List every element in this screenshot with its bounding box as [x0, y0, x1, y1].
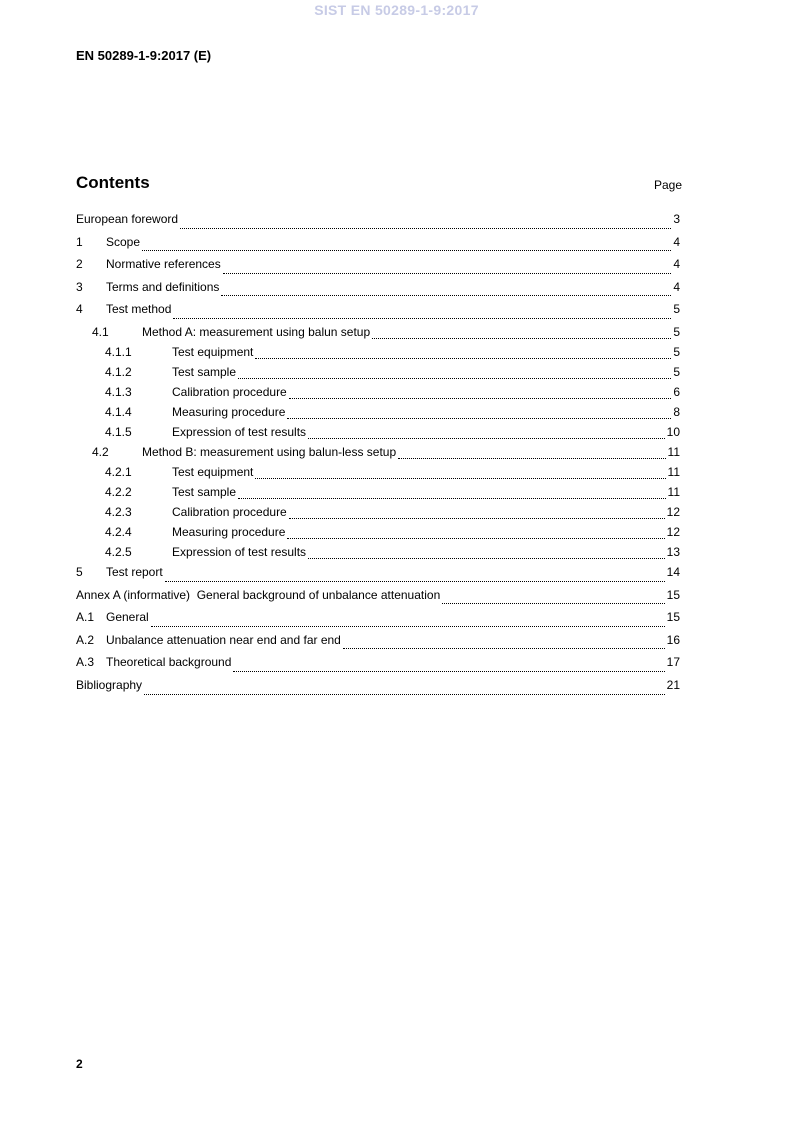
toc-leader-dots [173, 317, 671, 319]
toc-entry[interactable] [76, 633, 680, 656]
toc-entry[interactable] [76, 465, 680, 485]
toc-entry-number: 3 [76, 279, 83, 294]
page-number: 2 [76, 1057, 83, 1071]
toc-leader-dots [308, 557, 665, 559]
toc-entry[interactable] [76, 385, 680, 405]
contents-title: Contents [76, 173, 150, 192]
toc-entry-title: Bibliography [76, 677, 143, 692]
toc-entry-number: 4.2.2 [105, 484, 132, 499]
toc-entry-page: 4 [673, 257, 680, 272]
toc-entry[interactable] [76, 235, 680, 258]
toc-entry-title: European foreword [76, 212, 179, 226]
toc-entry-title: Measuring procedure [172, 404, 286, 419]
toc-entry-title: Method A: measurement using balun setup [142, 324, 371, 339]
toc-leader-dots [180, 227, 671, 229]
toc-entry-annex[interactable] [76, 588, 680, 611]
toc-entry-page: 17 [666, 655, 680, 670]
toc-entry[interactable] [76, 545, 680, 565]
toc-entry-number: 2 [76, 257, 83, 272]
toc-leader-dots [287, 417, 671, 419]
toc-entry-page: 5 [673, 344, 680, 359]
toc-entry-page: 16 [666, 632, 680, 647]
toc-leader-dots [442, 602, 664, 604]
toc-entry[interactable] [76, 445, 680, 465]
toc-entry-number: 4.2.3 [105, 504, 132, 519]
toc-entry-title: Test sample [172, 484, 237, 499]
toc-entry-number: 4.1.3 [105, 384, 132, 399]
toc-entry-page: 5 [673, 364, 680, 379]
toc-entry-number: 4.2.5 [105, 544, 132, 559]
toc-entry-number: 1 [76, 234, 83, 249]
toc-entry-number: 4 [76, 302, 83, 317]
document-header: EN 50289-1-9:2017 (E) [76, 48, 212, 63]
toc-entry-title: Test sample [172, 364, 237, 379]
toc-entry[interactable] [76, 505, 680, 525]
toc-entry[interactable] [76, 280, 680, 303]
toc-entry-page: 11 [667, 484, 680, 499]
watermark: SIST EN 50289-1-9:2017 [314, 2, 479, 18]
toc-entry-number: 4.2 [92, 444, 109, 459]
toc-entry-title: Test equipment [172, 464, 254, 479]
toc-entry[interactable] [76, 345, 680, 365]
toc-entry-title: Test equipment [172, 344, 254, 359]
toc-entry-title: Calibration procedure [172, 384, 287, 399]
toc-entry-title: Test report [106, 564, 163, 579]
toc-entry-title: Calibration procedure [172, 504, 287, 519]
toc-leader-dots [144, 693, 665, 695]
toc-leader-dots [221, 294, 671, 296]
toc-leader-dots [238, 377, 671, 379]
toc-entry-title: Normative references [106, 257, 221, 272]
toc-leader-dots [165, 580, 665, 582]
toc-leader-dots [372, 337, 671, 339]
toc-entry[interactable] [76, 655, 680, 678]
toc-entry-page: 4 [673, 234, 680, 249]
toc-entry-page: 10 [666, 424, 680, 439]
toc-entry-number: A.1 [76, 610, 95, 625]
toc-entry-title: Scope [106, 234, 141, 249]
toc-leader-dots [255, 357, 671, 359]
toc-entry[interactable] [76, 425, 680, 445]
toc-entry[interactable] [76, 485, 680, 505]
toc-entry-title: Terms and definitions [106, 279, 220, 294]
toc-entry-page: 12 [666, 504, 680, 519]
toc-entry-page: 5 [673, 302, 680, 317]
toc-entry-page: 11 [667, 464, 680, 479]
page-column-label: Page [653, 178, 682, 192]
toc-entry-number: 4.1.1 [105, 344, 132, 359]
toc-entry-page: 11 [667, 444, 680, 459]
toc-entry[interactable] [76, 678, 680, 701]
toc-entry-title: Theoretical background [106, 655, 232, 670]
toc-entry-title: Method B: measurement using balun-less setup [142, 444, 397, 459]
toc-leader-dots [343, 647, 665, 649]
toc-entry-number: 4.1 [92, 324, 109, 339]
toc-entry[interactable] [76, 525, 680, 545]
toc-leader-dots [142, 249, 671, 251]
toc-entry-number: 4.2.4 [105, 524, 132, 539]
toc-entry[interactable] [76, 610, 680, 633]
toc-entry-page: 3 [673, 212, 680, 226]
toc-entry[interactable] [76, 565, 680, 588]
toc-entry-number: 4.1.4 [105, 404, 132, 419]
toc-leader-dots [151, 625, 665, 627]
toc-entry[interactable] [76, 365, 680, 385]
toc-entry-page: 5 [673, 324, 680, 339]
toc-entry-number: 4.1.5 [105, 424, 132, 439]
toc-entry-page: 6 [673, 384, 680, 399]
toc-entry[interactable] [76, 212, 680, 235]
toc-entry-page: 14 [666, 564, 680, 579]
toc-entry-number: A.3 [76, 655, 95, 670]
toc-entry-number: 4.1.2 [105, 364, 132, 379]
toc-leader-dots [289, 397, 672, 399]
toc-leader-dots [289, 517, 665, 519]
toc-entry-number: 5 [76, 564, 83, 579]
toc-entry-title: Annex A (informative) General background of unbalance attenuation [76, 587, 441, 602]
toc-entry-number: 4.2.1 [105, 464, 132, 479]
table-of-contents [76, 212, 680, 701]
toc-entry[interactable] [76, 302, 680, 325]
toc-entry[interactable] [76, 405, 680, 425]
toc-entry-number: A.2 [76, 632, 95, 647]
toc-entry[interactable] [76, 325, 680, 345]
toc-leader-dots [308, 437, 665, 439]
toc-leader-dots [238, 497, 666, 499]
toc-entry-page: 15 [666, 587, 680, 602]
toc-leader-dots [223, 272, 672, 274]
toc-entry-title: Measuring procedure [172, 524, 286, 539]
toc-entry-title: Unbalance attenuation near end and far end [106, 632, 341, 647]
toc-leader-dots [255, 477, 665, 479]
toc-entry-page: 21 [666, 677, 680, 692]
toc-entry-title: Test method [106, 302, 172, 317]
toc-leader-dots [398, 457, 665, 459]
toc-entry-title: Expression of test results [172, 544, 307, 559]
toc-entry-title: Expression of test results [172, 424, 307, 439]
toc-leader-dots [287, 537, 664, 539]
toc-entry-title: General [106, 610, 149, 625]
toc-entry-page: 12 [666, 524, 680, 539]
toc-entry-page: 15 [666, 610, 680, 625]
toc-entry-page: 4 [673, 279, 680, 294]
toc-entry-page: 13 [666, 544, 680, 559]
toc-entry-page: 8 [673, 404, 680, 419]
toc-leader-dots [233, 670, 664, 672]
toc-entry[interactable] [76, 257, 680, 280]
